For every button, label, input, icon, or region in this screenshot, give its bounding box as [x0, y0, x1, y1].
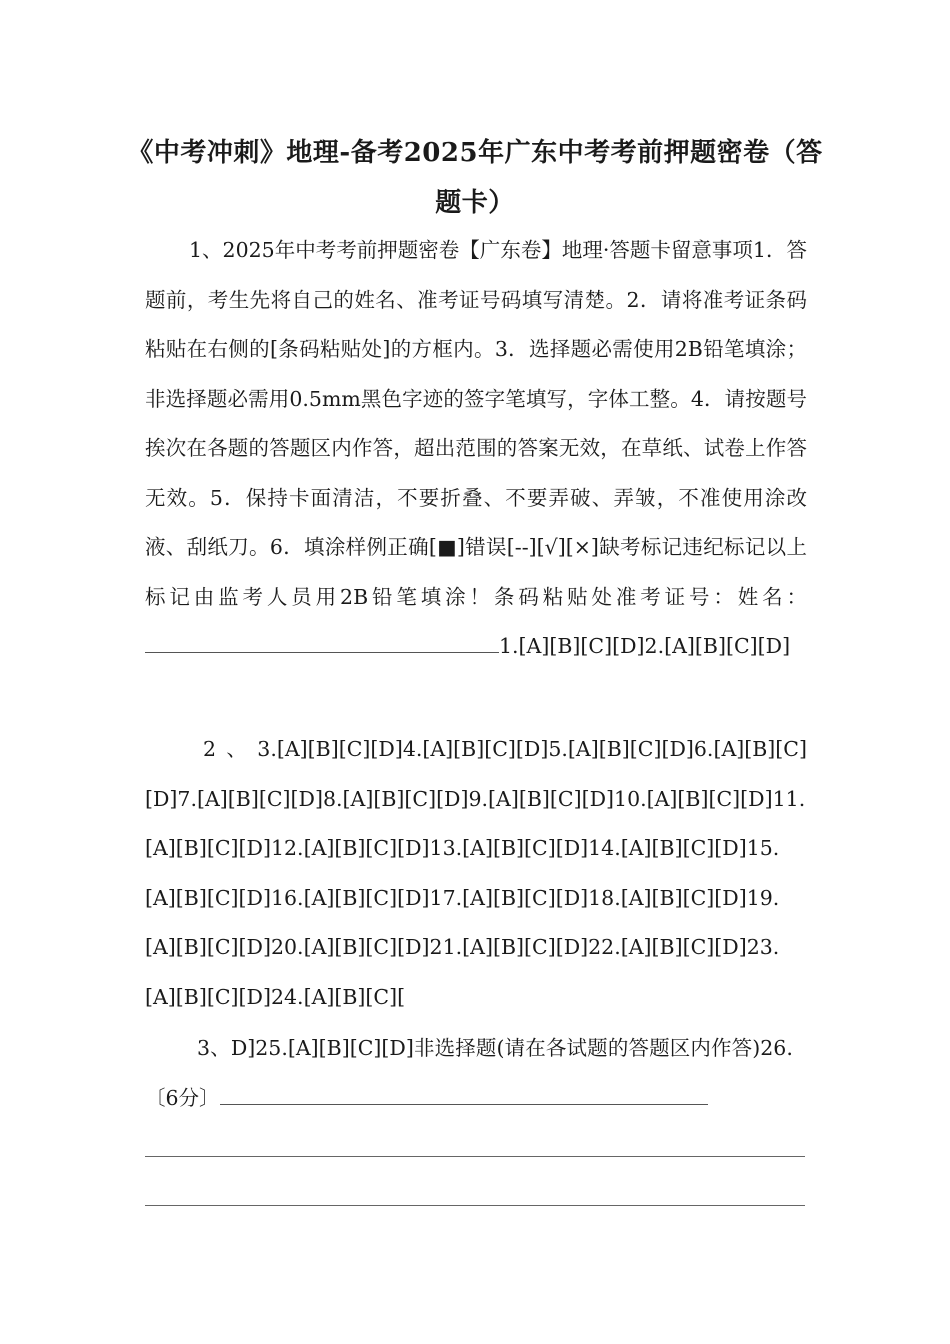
choice-questions-paragraph: 2、3.[A][B][C][D]4.[A][B][C][D]5.[A][B][C][D]6.[A][B][C][D]7.[A][B][C][D]8.[A][B][C][D]9.[A][B][C][D]10.[A][B][C][D]11.[A][B][C][D]12.[A][B][C][D]13.[A][B][C][D]14.[A][B][C][D]15.[A][B][C][D]16.[A][B][C][D]17.[A][B][C][D]18.[A][B][C][D]19.[A][B][C][D]20.[A][B][C][D]21.[A][B][C][D]22.[A][B][C][D]23.[A][B][C][D]24.[A][B][C][: [145, 737, 807, 1009]
page-title: 《中考冲刺》地理-备考2025年广东中考考前押题密卷（答题卡）: [127, 138, 823, 218]
non-choice-paragraph: [145, 1024, 807, 1123]
instructions-paragraph: [145, 226, 807, 672]
name-answer-blank[interactable]: [145, 634, 443, 653]
question-26-label: 3、D]25.[A][B][C][D]非选择题(请在各试题的答题区内作答)26．〔6分〕: [145, 1036, 807, 1110]
question-26-answer-blank[interactable]: [220, 1086, 708, 1105]
instructions-text: 1、2025年中考考前押题密卷【广东卷】地理·答题卡留意事项1．答题前，考生先将自己的姓名、准考证号码填写清楚。2．请将准考证条码粘贴在右侧的[条码粘贴处]的方框内。3．选择题必需使用2B铅笔填涂；非选择题必需用0.5mm黑色字迹的签字笔填写，字体工整。4．请按题号挨次在各题的答题区内作答，超出范围的答案无效，在草纸、试卷上作答无效。5．保持卡面清洁，不要折叠、不要弄破、弄皱，不准使用涂改液、刮纸刀。6．填涂样例正确[■]错误[--][√][×]缺考标记违纪标记以上标记由监考人员用2B铅笔填涂！条码粘贴处准考证号：姓名：: [145, 238, 807, 609]
name-answer-blank-continued[interactable]: [443, 634, 499, 653]
answer-line[interactable]: [145, 1205, 805, 1206]
answer-line[interactable]: [145, 1156, 805, 1157]
choice-questions-1-2: 1.[A][B][C][D]2.[A][B][C][D]: [499, 634, 791, 658]
